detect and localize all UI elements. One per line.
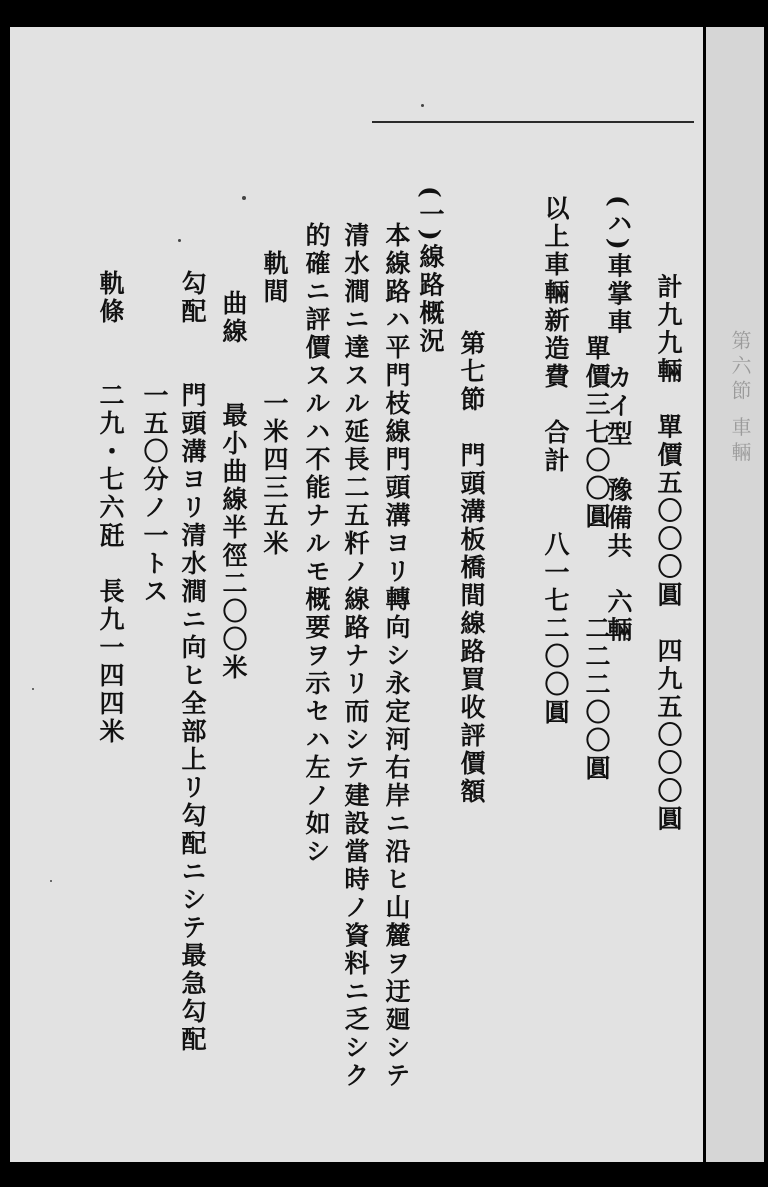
subsection-heading: (一)線路概況 — [416, 186, 445, 356]
text-column: 計九九輛 單價五〇〇〇圓 四九五〇〇〇圓 — [654, 250, 683, 834]
speck — [242, 196, 246, 200]
text-column: 曲線 最小曲線半徑二〇〇米 — [219, 290, 248, 682]
text-column: 清水澗ニ達スル延長二五粁ノ線路ナリ而シテ建設當時ノ資料ニ乏シク — [341, 222, 370, 1090]
text-column: 以上車輛新造費 合計 八一七二〇〇圓 — [541, 195, 570, 727]
text-column: 軌間 一米四三五米 — [260, 250, 289, 558]
text-column: (ハ)車掌車 カイ型 豫備共 六輛 — [604, 195, 633, 645]
section-rule — [372, 121, 694, 123]
text-column: 本線路ハ平門枝線門頭溝ヨリ轉向シ永定河右岸ニ沿ヒ山麓ヲ迂廻シテ — [382, 222, 411, 1090]
text-column: 一五〇分ノ一トス — [140, 270, 169, 606]
speck — [421, 104, 424, 107]
next-page-edge-text: 第六節 車輛 — [728, 330, 752, 467]
text-column: 的確ニ評價スルハ不能ナルモ概要ヲ示セハ左ノ如シ — [302, 222, 331, 866]
text-column: 單價三七〇〇圓 二二二〇〇圓 — [582, 300, 611, 784]
text-column: 勾配 門頭溝ヨリ清水澗ニ向ヒ全部上リ勾配ニシテ最急勾配 — [178, 270, 207, 1054]
section-heading: 第七節 門頭溝板橋間線路買收評價額 — [457, 330, 486, 806]
text-column: 軌條 二九・七六瓩 長九一四四米 — [96, 270, 125, 746]
next-page-edge — [706, 27, 764, 1162]
speck — [178, 239, 181, 242]
speck — [50, 880, 52, 882]
speck — [32, 688, 34, 690]
